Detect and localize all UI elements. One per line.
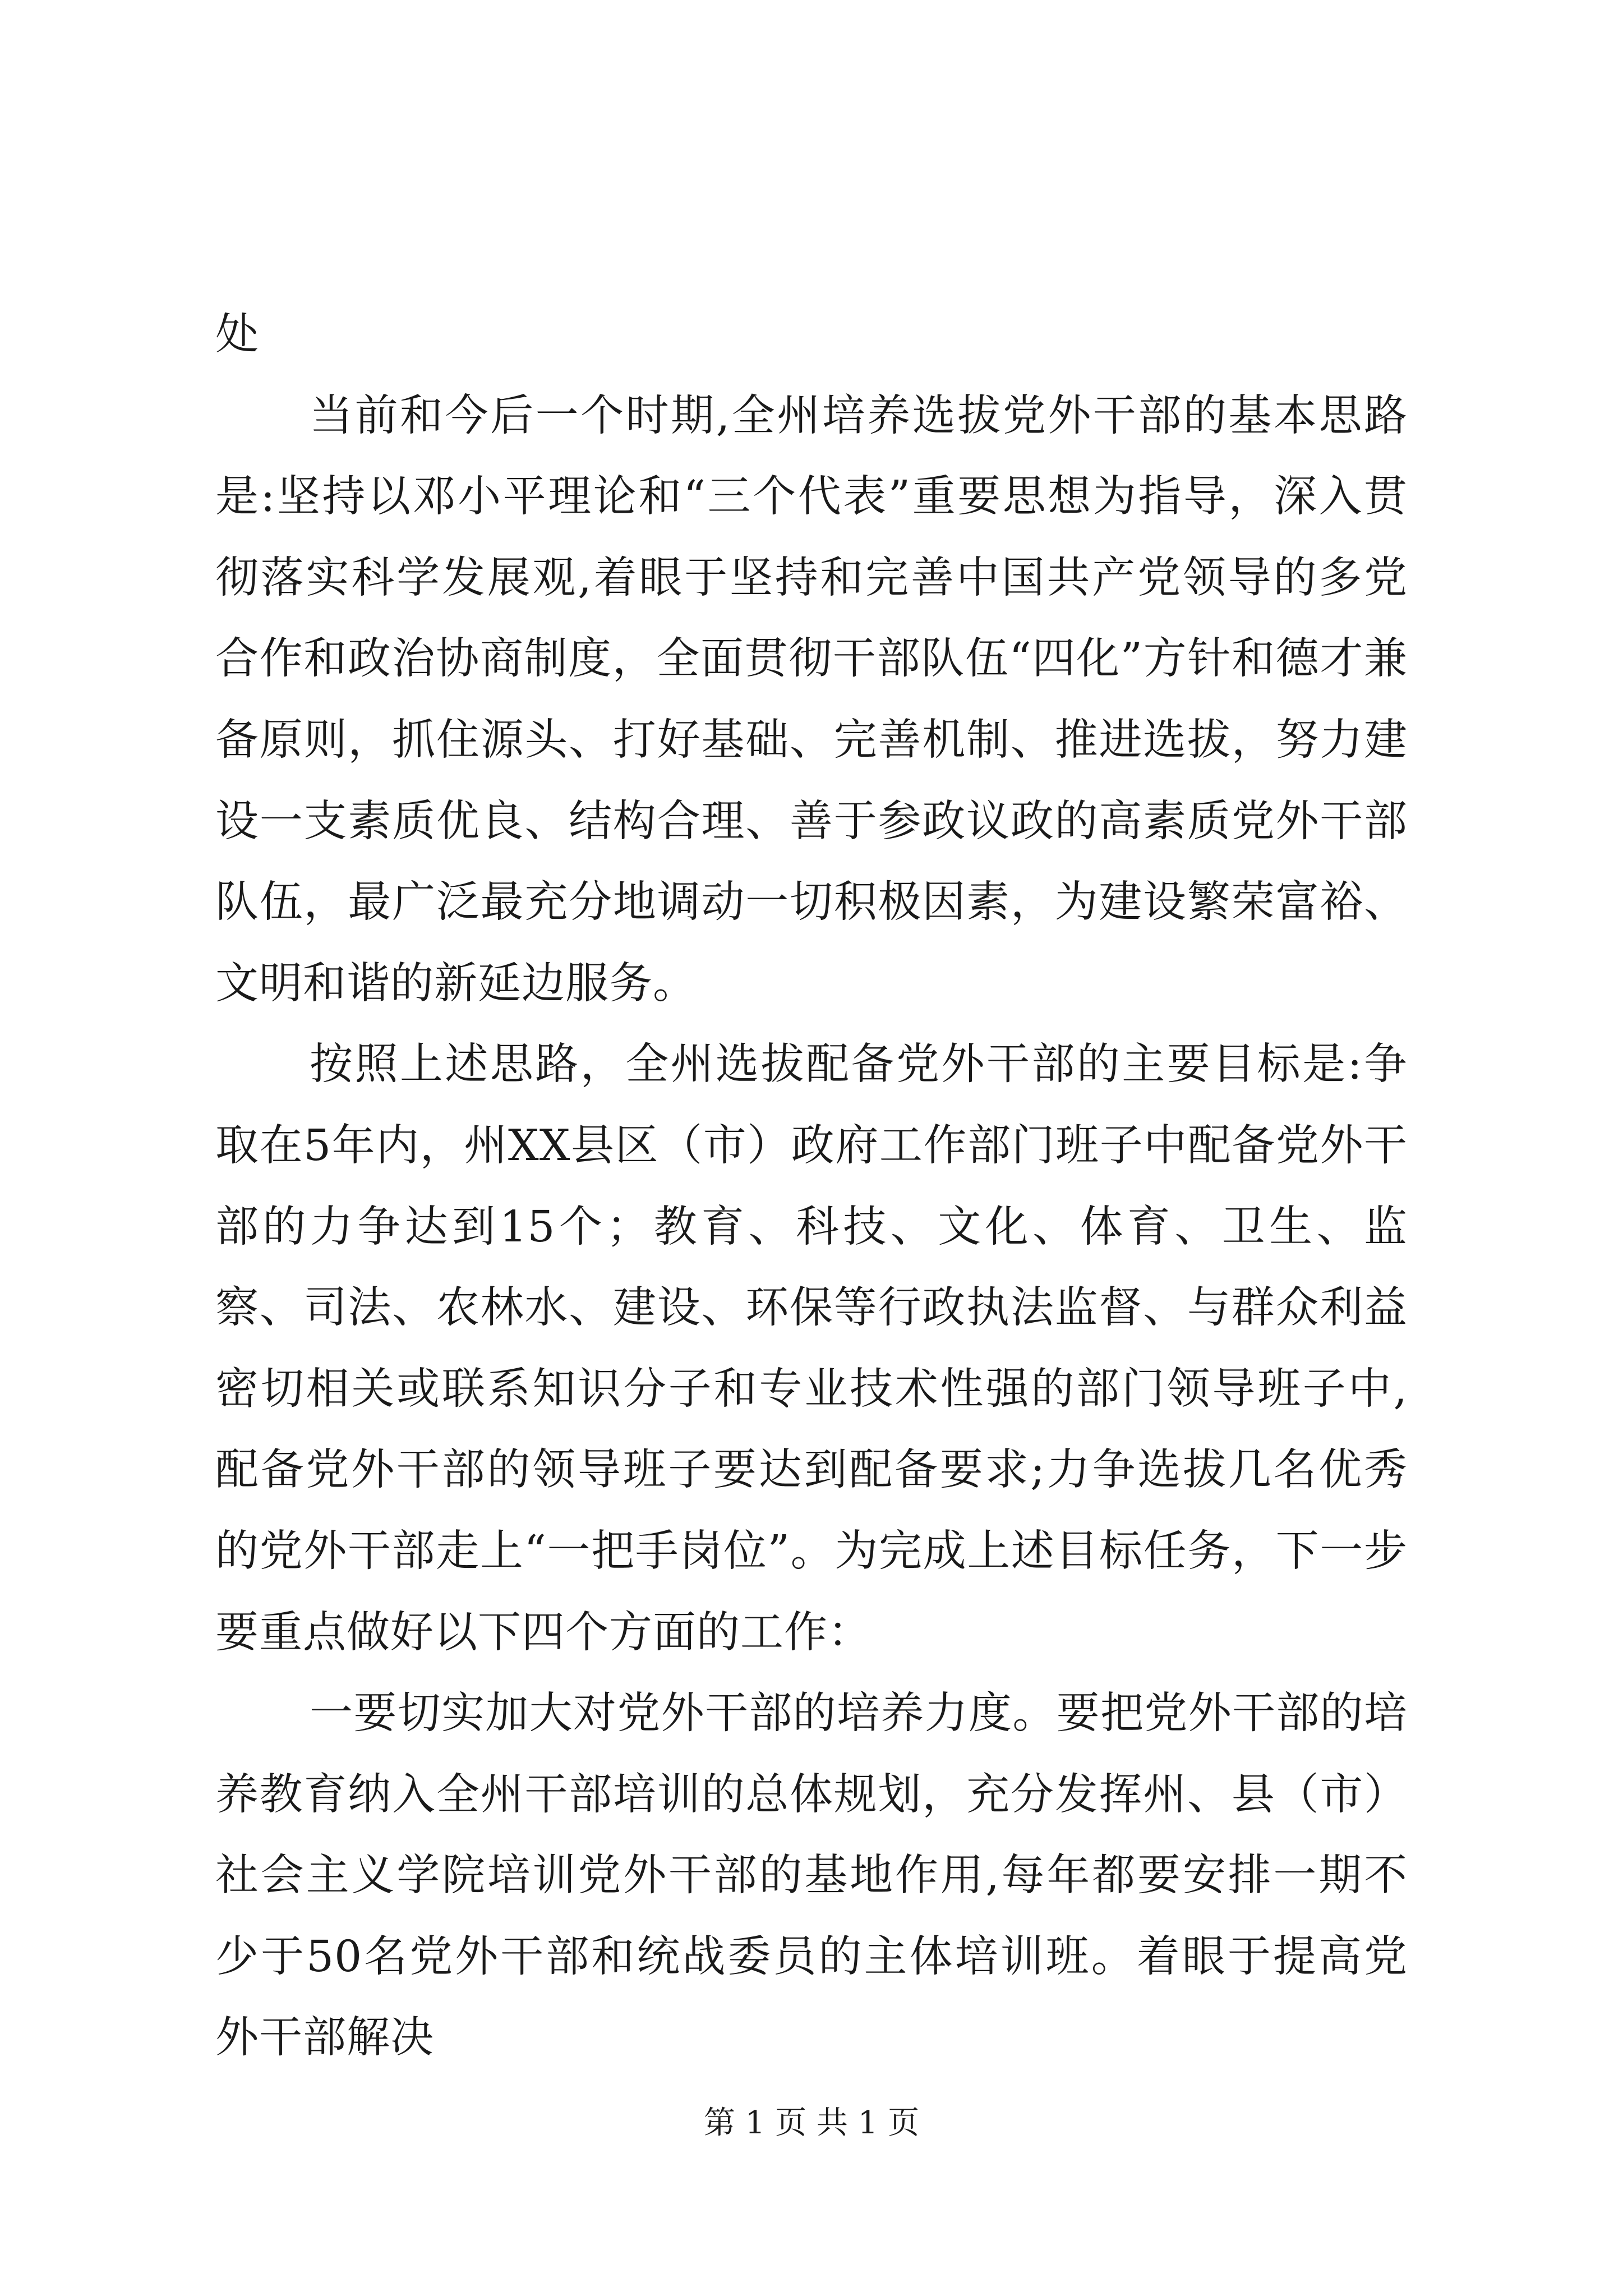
paragraph-main-goals: 按照上述思路，全州选拔配备党外干部的主要目标是:争取在5年内，州XX县区（市）政府工作部门班子中配备党外干部的力争达到15个；教育、科技、文化、体育、卫生、监察、司法、农林水、建设、环保等行政执法监督、与群众利益密切相关或联系知识分子和专业技术性强的部门领导班子中,配备党外干部的领导班子要达到配备要求;力争选拔几名优秀的党外干部走上“一把手岗位”。为完成上述目标任务，下一步要重点做好以下四个方面的工作：	[215, 1039, 1408, 1658]
paragraph-basic-approach: 当前和今后一个时期,全州培养选拔党外干部的基本思路是:坚持以邓小平理论和“三个代表”重要思想为指导，深入贯彻落实科学发展观,着眼于坚持和完善中国共产党领导的多党合作和政治协商制度，全面贯彻干部队伍“四化”方针和德才兼备原则，抓住源头、打好基础、完善机制、推进选拔，努力建设一支素质优良、结构合理、善于参政议政的高素质党外干部队伍，最广泛最充分地调动一切积极因素，为建设繁荣富裕、文明和谐的新延边服务。	[215, 390, 1408, 1009]
paragraph-continuation: 处	[215, 310, 259, 360]
page-number-footer: 第 1 页 共 1 页	[703, 2105, 920, 2141]
paragraph-training-efforts: 一要切实加大对党外干部的培养力度。要把党外干部的培养教育纳入全州干部培训的总体规划，充分发挥州、县（市）社会主义学院培训党外干部的基地作用,每年都要安排一期不少于50名党外干部和统战委员的主体培训班。着眼于提高党外干部解决	[215, 1688, 1408, 2063]
document-body	[215, 295, 1408, 2079]
